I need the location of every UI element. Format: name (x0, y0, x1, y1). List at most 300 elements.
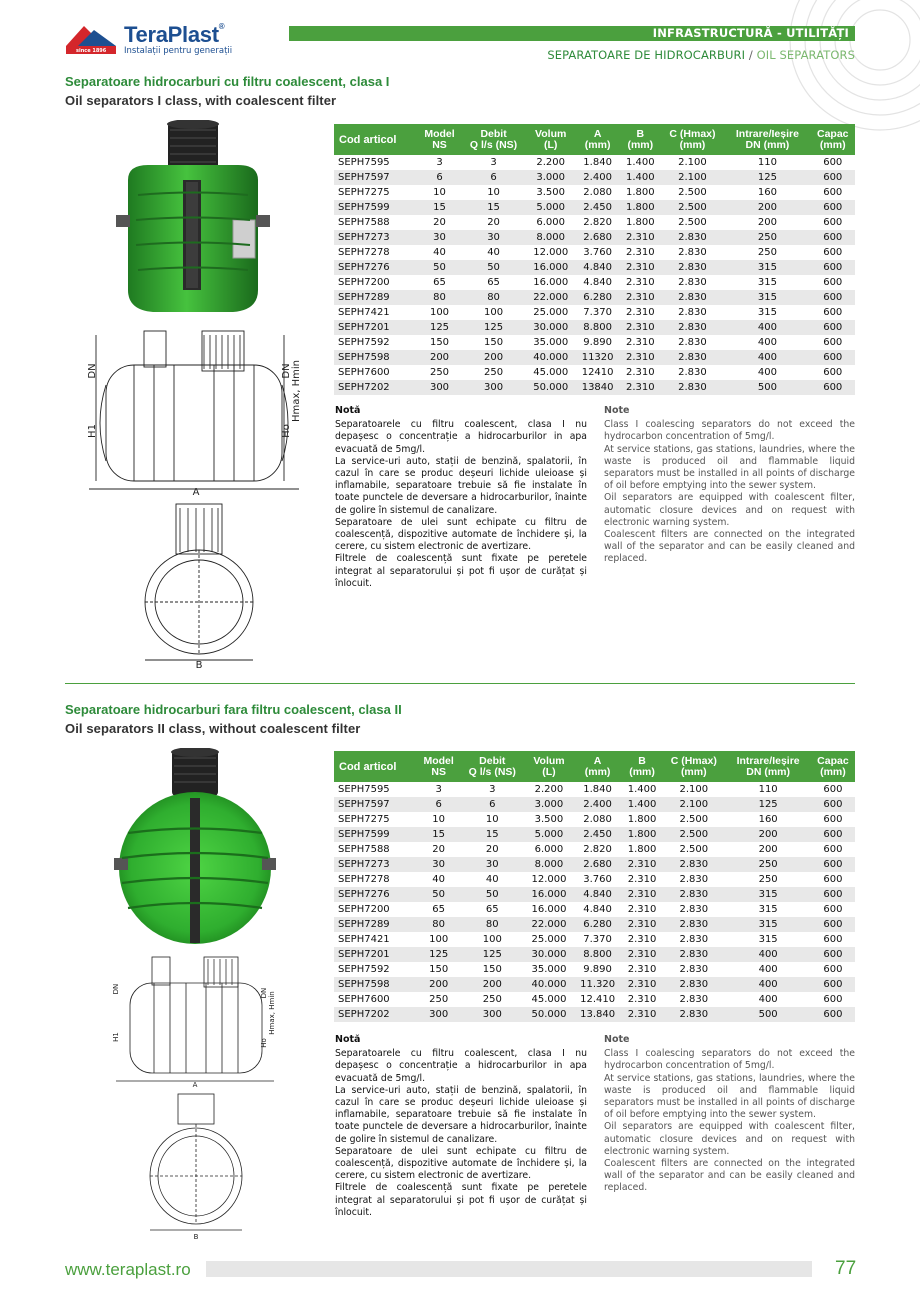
section2-title-en: Oil separators II class, without coalescent filter (65, 721, 361, 736)
table-cell: 40 (418, 245, 461, 260)
table-cell: 80 (417, 917, 460, 932)
table-cell: 50 (417, 887, 460, 902)
table-cell: 315 (724, 275, 810, 290)
table-cell: 600 (811, 275, 855, 290)
table-cell: 2.830 (661, 260, 725, 275)
separator-class2-product-image (110, 748, 280, 948)
table-row (334, 230, 855, 245)
separator-class2-side-drawing (110, 953, 280, 1088)
table-cell: 2.310 (620, 290, 661, 305)
table-cell: 30.000 (526, 320, 575, 335)
table-row (334, 305, 855, 320)
table-cell: 300 (461, 380, 526, 395)
table-cell: 2.100 (661, 170, 725, 185)
teraplast-logo[interactable] (64, 20, 244, 58)
table-cell: 600 (811, 842, 855, 857)
table-cell: 5.000 (526, 200, 575, 215)
table-cell: SEPH7289 (334, 917, 417, 932)
note-ro-class2 (335, 1034, 587, 1219)
table-cell: 600 (811, 155, 855, 170)
table-cell: SEPH7202 (334, 1007, 417, 1022)
note-paragraph: Filtrele de coalescență sunt fixate pe peretele integrat al separatorului și pot fi ușor de curățat și înlocuit. (335, 553, 587, 589)
table-cell: 8.000 (525, 857, 574, 872)
table-row (334, 290, 855, 305)
table-cell: 1.800 (622, 842, 662, 857)
table-cell: 200 (418, 350, 461, 365)
table-cell: 100 (417, 932, 460, 947)
subcategory (547, 48, 855, 62)
table-cell: 1.840 (573, 782, 622, 797)
table-cell: 600 (811, 932, 855, 947)
note-heading: Notă (335, 1034, 361, 1045)
table-cell: 2.310 (622, 887, 662, 902)
table-cell: SEPH7275 (334, 812, 417, 827)
separator-class1-side-drawing (84, 325, 304, 497)
separator-class2-end-drawing (146, 1092, 246, 1242)
separator-class1-product-image (108, 120, 278, 320)
table-row (334, 245, 855, 260)
table-row (334, 350, 855, 365)
column-header: Debit Q l/s (NS) (461, 124, 526, 155)
table-row (334, 200, 855, 215)
table-cell: 22.000 (525, 917, 574, 932)
table-row (334, 215, 855, 230)
table-cell: 600 (811, 977, 855, 992)
table-cell: 400 (724, 350, 810, 365)
table-cell: 12.000 (526, 245, 575, 260)
table-cell: SEPH7276 (334, 260, 418, 275)
table-row (334, 932, 855, 947)
column-header: Intrare/Ieșire DN (mm) (725, 751, 811, 782)
table-cell: 2.310 (622, 977, 662, 992)
table-cell: SEPH7600 (334, 365, 418, 380)
table-cell: 250 (724, 245, 810, 260)
table-cell: 10 (417, 812, 460, 827)
table-cell: 250 (725, 872, 811, 887)
table-cell: 125 (417, 947, 460, 962)
table-cell: 200 (417, 977, 460, 992)
table-cell: 250 (418, 365, 461, 380)
table-cell: SEPH7275 (334, 185, 418, 200)
table-cell: SEPH7273 (334, 857, 417, 872)
table-cell: 2.830 (662, 857, 725, 872)
table-cell: 50 (418, 260, 461, 275)
table-cell: 150 (460, 962, 525, 977)
label-ho: Ho (281, 424, 292, 438)
table-cell: 400 (724, 335, 810, 350)
note-paragraph: Separatoarele cu filtru coalescent, clasa I nu depașesc o concentrație a hidrocarburilor in apa evacuată de 5mg/l. (335, 419, 587, 455)
table-cell: 315 (725, 932, 811, 947)
table-cell: 600 (811, 902, 855, 917)
note-paragraph: Oil separators are equipped with coalescent filter, automatic closure devices and on request with electronic warning system. (604, 492, 855, 528)
table-cell: 40 (460, 872, 525, 887)
table-cell: 65 (418, 275, 461, 290)
table-cell: 6.000 (526, 215, 575, 230)
table-row (334, 902, 855, 917)
table-cell: 10 (418, 185, 461, 200)
table-cell: 2.830 (662, 992, 725, 1007)
table-cell: 200 (724, 215, 810, 230)
table-cell: 200 (461, 350, 526, 365)
table-cell: 2.310 (622, 857, 662, 872)
table-cell: SEPH7278 (334, 245, 418, 260)
table-row (334, 992, 855, 1007)
table-cell: 4.840 (575, 275, 620, 290)
note-paragraph: Class I coalescing separators do not exceed the hydrocarbon concentration of 5mg/l. (604, 419, 855, 443)
table-cell: 250 (461, 365, 526, 380)
page-number: 77 (835, 1258, 857, 1279)
table-cell: 2.080 (575, 185, 620, 200)
table-row (334, 917, 855, 932)
table-cell: 45.000 (526, 365, 575, 380)
table-cell: 7.370 (573, 932, 622, 947)
table-cell: 3.500 (525, 812, 574, 827)
table-cell: 2.500 (662, 827, 725, 842)
table-cell: 10 (460, 812, 525, 827)
subcategory-en: OIL SEPARATORS (756, 48, 855, 62)
subcategory-ro: SEPARATOARE DE HIDROCARBURI (547, 48, 746, 62)
note-en-class2 (604, 1034, 855, 1195)
table-cell: 600 (811, 185, 855, 200)
table-cell: 600 (811, 917, 855, 932)
table-cell: 12.410 (573, 992, 622, 1007)
table-cell: 2.830 (661, 230, 725, 245)
table-cell: 600 (811, 962, 855, 977)
table-cell: 160 (724, 185, 810, 200)
table-cell: 400 (725, 947, 811, 962)
table-cell: 2.830 (661, 245, 725, 260)
note-paragraph: La service-uri auto, stații de benzină, spalatorii, în cazul în care se produc deșeuri lichide uleioase și inflamabile, separatoare trebuie să fie instalate în toate punctele de deversare a hidrocarburilor, înainte de golire în sistemul de canalizare. (335, 455, 587, 516)
table-cell: 4.840 (573, 887, 622, 902)
table-cell: 250 (724, 230, 810, 245)
table-row (334, 887, 855, 902)
column-header: B (mm) (622, 751, 662, 782)
table-cell: 3.500 (526, 185, 575, 200)
table-cell: 315 (724, 260, 810, 275)
table-cell: 2.820 (573, 842, 622, 857)
table-cell: 1.800 (622, 827, 662, 842)
table-cell: 2.310 (622, 932, 662, 947)
table-header-row (334, 124, 855, 155)
table-cell: 40 (461, 245, 526, 260)
table-cell: 6 (461, 170, 526, 185)
table-cell: SEPH7597 (334, 797, 417, 812)
table-cell: 2.310 (620, 335, 661, 350)
note-paragraph: Coalescent filters are connected on the integrated wall of the separator and can be easily cleaned and replaced. (604, 1158, 855, 1194)
table-cell: 3.760 (573, 872, 622, 887)
table-cell: 200 (725, 827, 811, 842)
column-header: A (mm) (575, 124, 620, 155)
table-cell: 2.830 (662, 977, 725, 992)
table-cell: 3 (417, 782, 460, 797)
table-row (334, 335, 855, 350)
table-cell: 2.100 (662, 797, 725, 812)
table-cell: 250 (460, 992, 525, 1007)
table-row (334, 782, 855, 797)
table-cell: 1.800 (620, 200, 661, 215)
table-cell: SEPH7201 (334, 947, 417, 962)
table-cell: 20 (418, 215, 461, 230)
table-cell: 2.830 (662, 872, 725, 887)
table-cell: 2.310 (620, 305, 661, 320)
logo-since: since 1896 (76, 48, 107, 54)
label-dn: DN (87, 363, 98, 379)
note-paragraph: Separatoare de ulei sunt echipate cu filtru de coalescență, dispozitive automate de închidere și, la cerere, cu sistem electronic de avertizare. (335, 516, 587, 553)
table-cell: 3.000 (525, 797, 574, 812)
table-cell: 30 (461, 230, 526, 245)
table-cell: 1.400 (622, 782, 662, 797)
table-cell: 600 (811, 812, 855, 827)
table-cell: 65 (461, 275, 526, 290)
table-cell: 35.000 (526, 335, 575, 350)
table-cell: 125 (725, 797, 811, 812)
table-cell: 2.200 (526, 155, 575, 170)
table-cell: 500 (724, 380, 810, 395)
table-row (334, 1007, 855, 1022)
table-cell: 250 (417, 992, 460, 1007)
table-row (334, 962, 855, 977)
table-row (334, 170, 855, 185)
note-paragraph: Class I coalescing separators do not exceed the hydrocarbon concentration of 5mg/l. (604, 1048, 855, 1072)
table-row (334, 947, 855, 962)
table-cell: 65 (417, 902, 460, 917)
table-cell: 2.450 (575, 200, 620, 215)
table-cell: 160 (725, 812, 811, 827)
table-cell: 40.000 (526, 350, 575, 365)
table-cell: 100 (461, 305, 526, 320)
table-cell: 2.310 (622, 962, 662, 977)
table-cell: 4.840 (575, 260, 620, 275)
table-cell: 20 (461, 215, 526, 230)
spec-table-class1 (334, 124, 855, 395)
table-cell: 2.830 (662, 887, 725, 902)
table-cell: 7.370 (575, 305, 620, 320)
table-cell: 2.100 (662, 782, 725, 797)
label-b: B (193, 1233, 199, 1241)
label-dn-right: DN (281, 363, 292, 379)
table-cell: 600 (811, 380, 855, 395)
table-cell: SEPH7588 (334, 215, 418, 230)
table-cell: 5.000 (525, 827, 574, 842)
footer-bar (206, 1261, 812, 1277)
table-cell: 600 (811, 290, 855, 305)
table-cell: 600 (811, 320, 855, 335)
table-cell: 10 (461, 185, 526, 200)
column-header: C (Hmax) (mm) (661, 124, 725, 155)
table-cell: 2.830 (662, 1007, 725, 1022)
table-cell: 600 (811, 170, 855, 185)
section1-title-en: Oil separators I class, with coalescent filter (65, 93, 337, 108)
label-dn-right: DN (260, 987, 268, 999)
table-cell: 600 (811, 992, 855, 1007)
table-cell: 200 (725, 842, 811, 857)
table-row (334, 977, 855, 992)
label-a: A (192, 487, 200, 497)
label-a: A (192, 1081, 198, 1088)
table-row (334, 380, 855, 395)
table-cell: 2.310 (620, 320, 661, 335)
label-h1: H1 (87, 424, 98, 438)
table-cell: 400 (725, 962, 811, 977)
table-cell: SEPH7598 (334, 350, 418, 365)
table-cell: SEPH7598 (334, 977, 417, 992)
table-cell: 500 (725, 1007, 811, 1022)
table-cell: 2.310 (620, 380, 661, 395)
table-cell: 2.500 (662, 812, 725, 827)
table-cell: 2.310 (620, 245, 661, 260)
table-cell: 11320 (575, 350, 620, 365)
table-cell: 600 (811, 782, 855, 797)
table-cell: 50 (461, 260, 526, 275)
column-header: Volum (L) (525, 751, 574, 782)
table-cell: 600 (811, 230, 855, 245)
table-cell: SEPH7595 (334, 782, 417, 797)
category-title: INFRASTRUCTURĂ - UTILITĂȚI (652, 26, 849, 40)
table-cell: 2.830 (662, 947, 725, 962)
table-cell: 4.840 (573, 902, 622, 917)
table-cell: 600 (811, 260, 855, 275)
table-cell: 600 (811, 872, 855, 887)
table-cell: SEPH7595 (334, 155, 418, 170)
table-cell: 80 (461, 290, 526, 305)
table-cell: 2.830 (661, 335, 725, 350)
table-cell: 6.280 (575, 290, 620, 305)
footer-website-link[interactable]: www.teraplast.ro (65, 1260, 191, 1279)
table-cell: 3 (461, 155, 526, 170)
table-header-row (334, 751, 855, 782)
table-cell: 20 (460, 842, 525, 857)
label-b: B (195, 660, 203, 670)
table-cell: 30 (418, 230, 461, 245)
table-cell: 2.100 (661, 155, 725, 170)
table-cell: 125 (724, 170, 810, 185)
table-cell: 16.000 (525, 887, 574, 902)
table-cell: 65 (460, 902, 525, 917)
table-cell: 2.500 (661, 200, 725, 215)
table-cell: 3.760 (575, 245, 620, 260)
label-hmax-hmin: Hmax, Hmin (268, 991, 276, 1035)
column-header: B (mm) (620, 124, 661, 155)
table-cell: 15 (418, 200, 461, 215)
table-cell: 2.310 (622, 902, 662, 917)
table-cell: 600 (811, 887, 855, 902)
table-cell: 6.000 (525, 842, 574, 857)
table-cell: 30.000 (525, 947, 574, 962)
table-cell: 2.310 (620, 260, 661, 275)
table-cell: SEPH7600 (334, 992, 417, 1007)
table-cell: 100 (418, 305, 461, 320)
table-row (334, 812, 855, 827)
table-cell: 13840 (575, 380, 620, 395)
table-cell: 110 (724, 155, 810, 170)
table-cell: 200 (460, 977, 525, 992)
table-cell: SEPH7201 (334, 320, 418, 335)
table-cell: 600 (811, 335, 855, 350)
table-cell: 1.400 (620, 170, 661, 185)
table-cell: 125 (461, 320, 526, 335)
column-header: Cod articol (334, 124, 418, 155)
table-cell: 15 (461, 200, 526, 215)
label-ho: Ho (260, 1038, 268, 1048)
table-cell: 6 (460, 797, 525, 812)
note-heading: Note (604, 1034, 630, 1045)
table-row (334, 827, 855, 842)
table-cell: 600 (811, 827, 855, 842)
table-cell: 16.000 (525, 902, 574, 917)
table-cell: 2.830 (661, 275, 725, 290)
separator-class1-end-drawing (140, 500, 258, 670)
table-cell: 1.800 (622, 812, 662, 827)
table-cell: SEPH7599 (334, 200, 418, 215)
table-cell: 11.320 (573, 977, 622, 992)
table-cell: 2.200 (525, 782, 574, 797)
table-cell: 80 (418, 290, 461, 305)
table-cell: 9.890 (573, 962, 622, 977)
table-cell: 2.830 (662, 962, 725, 977)
column-header: Model NS (418, 124, 461, 155)
table-cell: 400 (724, 320, 810, 335)
table-cell: 1.400 (622, 797, 662, 812)
table-cell: 15 (460, 827, 525, 842)
table-cell: 600 (811, 797, 855, 812)
section1-title-ro: Separatoare hidrocarburi cu filtru coalescent, clasa I (65, 74, 390, 89)
table-cell: 600 (811, 365, 855, 380)
table-cell: 315 (725, 887, 811, 902)
table-cell: 2.830 (662, 917, 725, 932)
table-cell: 35.000 (525, 962, 574, 977)
table-cell: 315 (725, 917, 811, 932)
table-cell: 400 (725, 977, 811, 992)
note-paragraph: At service stations, gas stations, laundries, where the waste is produced oil and flammable liquid separators must be installed in all points of discharge of oil before emptying into the sewer system. (604, 1072, 855, 1121)
table-cell: 600 (811, 857, 855, 872)
table-cell: 12410 (575, 365, 620, 380)
category-bar (289, 26, 855, 41)
table-row (334, 365, 855, 380)
table-cell: 300 (460, 1007, 525, 1022)
table-cell: 400 (725, 992, 811, 1007)
note-paragraph: Filtrele de coalescență sunt fixate pe peretele integrat al separatorului și pot fi ușor de curățat și înlocuit. (335, 1182, 587, 1218)
note-heading: Note (604, 405, 630, 416)
column-header: A (mm) (573, 751, 622, 782)
table-cell: 125 (460, 947, 525, 962)
label-dn: DN (112, 983, 120, 995)
label-h1: H1 (112, 1032, 120, 1042)
table-cell: SEPH7278 (334, 872, 417, 887)
table-cell: 2.500 (662, 842, 725, 857)
table-cell: 50.000 (525, 1007, 574, 1022)
table-cell: 16.000 (526, 275, 575, 290)
column-header: Intrare/Ieșire DN (mm) (724, 124, 810, 155)
spec-table-class2 (334, 751, 855, 1022)
table-cell: SEPH7276 (334, 887, 417, 902)
table-cell: 8.800 (575, 320, 620, 335)
table-row (334, 842, 855, 857)
section-divider (65, 683, 855, 684)
table-row (334, 185, 855, 200)
table-cell: 40.000 (525, 977, 574, 992)
table-cell: 50.000 (526, 380, 575, 395)
table-cell: 50 (460, 887, 525, 902)
table-cell: 125 (418, 320, 461, 335)
table-cell: 3 (460, 782, 525, 797)
table-cell: 2.080 (573, 812, 622, 827)
table-cell: 600 (811, 245, 855, 260)
note-paragraph: Separatoarele cu filtru coalescent, clasa I nu depașesc o concentrație a hidrocarburilor in apa evacuată de 5mg/l. (335, 1048, 587, 1084)
table-cell: SEPH7597 (334, 170, 418, 185)
table-cell: 25.000 (526, 305, 575, 320)
table-cell: 6 (418, 170, 461, 185)
table-cell: 600 (811, 947, 855, 962)
